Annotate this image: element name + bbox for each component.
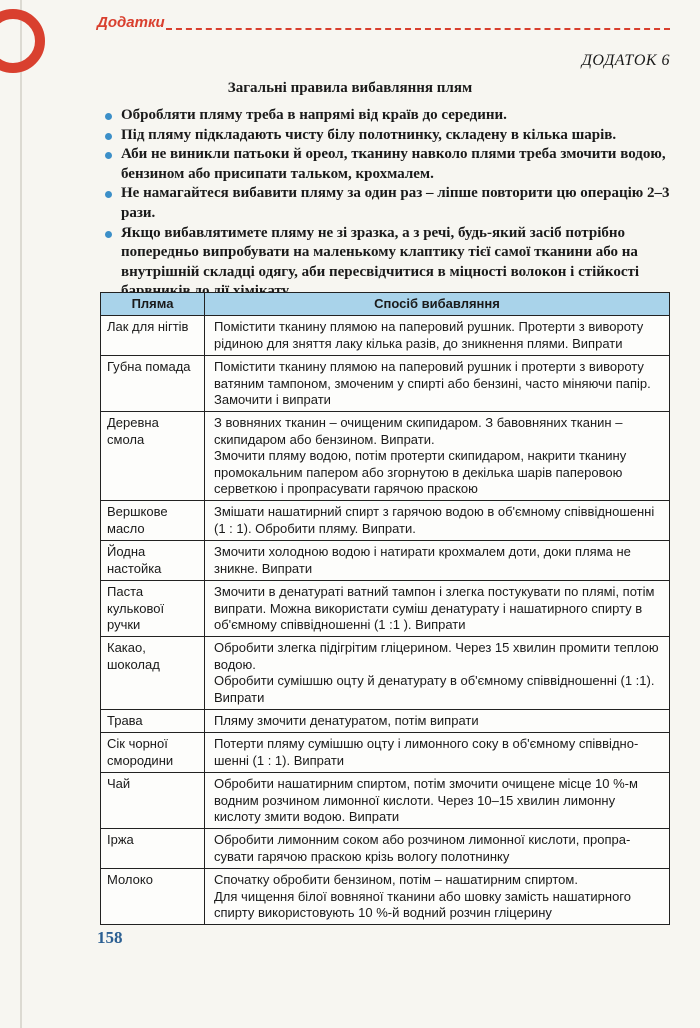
bullet-icon	[105, 113, 112, 120]
page-edge	[20, 0, 22, 1028]
removal-method-cell: Помістити тканину плямою на паперовий рушник. Протерти з вивороту рідиною для зняття лаку кілька разів, до зникнення плями. Випрати	[205, 316, 670, 356]
removal-method-cell: З вовняних тканин – очищеним скипидаром. З бавовняних тканин – скипидаром або бензином. Випрати. Змочити пляму водою, потім протерти скипидаром, накрити тканину промокальним папером або згорнутою в декілька шарів паперовою серветкою і пропрасувати гарячою праскою	[205, 412, 670, 501]
table-row	[101, 356, 670, 412]
stain-name-cell: Іржа	[101, 829, 205, 869]
table-row	[101, 412, 670, 501]
stain-name-cell: Вершкове масло	[101, 501, 205, 541]
bullet-icon	[105, 231, 112, 238]
table-body	[101, 316, 670, 925]
stain-name-cell: Губна помада	[101, 356, 205, 412]
stain-removal-table	[100, 292, 670, 925]
column-header-method: Спосіб вибавляння	[205, 293, 670, 316]
removal-method-cell: Обробити нашатирним спиртом, потім змочити очищене місце 10 %-м водним розчином лимонної кислоти. Через 10–15 хвилин лимонну кислоту змити водою. Випрати	[205, 773, 670, 829]
rule-text: Якщо вибавлятимете пляму не зі зразка, а з речі, будь-який засіб потрібно попередньо випробувати на маленькому клаптику тієї самої тканини або на внутрішній складці одягу, аби пересвідчитися в міцності волокон і стійкості	[121, 224, 640, 280]
stain-name-cell: Молоко	[101, 869, 205, 925]
stain-name-cell: Йодна настойка	[101, 541, 205, 581]
column-header-stain: Пляма	[101, 293, 205, 316]
removal-method-cell: Спочатку обробити бензином, потім – нашатирним спиртом. Для чищення білої вовняної тканини або шовку замість нашатирного спирту використовують 10 %-й водний розчин гліцерину	[205, 869, 670, 925]
table-row	[101, 501, 670, 541]
removal-method-cell: Потерти пляму сумішшю оцту і лимонного соку в об'ємному співвідношенні (1 : 1). Випрати	[205, 733, 670, 773]
stain-name-cell: Какао, шоколад	[101, 637, 205, 710]
table-row	[101, 773, 670, 829]
table-row	[101, 869, 670, 925]
rule-text: Аби не виникли патьоки й ореол, тканину навколо плями треба змочити водою, бензином або присипати тальком, крохмалем.	[121, 146, 666, 182]
header-divider	[166, 28, 670, 30]
stain-name-cell: Чай	[101, 773, 205, 829]
section-logo-icon	[0, 6, 48, 76]
rule-text: Не намагайтеся вибавити пляму за один раз – ліпше повторити цю операцію 2–3 рази.	[121, 185, 670, 221]
stain-name-cell: Деревна смола	[101, 412, 205, 501]
appendix-label: ДОДАТОК 6	[581, 52, 670, 69]
removal-method-cell: Змішати нашатирний спирт з гарячою водою в об'ємному співвідношенні (1 : 1). Обробити пляму. Випрати.	[205, 501, 670, 541]
table-row	[101, 829, 670, 869]
stain-name-cell: Трава	[101, 709, 205, 732]
table-row	[101, 541, 670, 581]
page-title: Загальні правила вибавляння плям	[227, 80, 473, 96]
list-item	[103, 126, 675, 146]
removal-method-cell: Змочити холодною водою і натирати крохмалем доти, доки пляма не зникне. Випрати	[205, 541, 670, 581]
list-item	[103, 184, 675, 223]
table-row	[101, 637, 670, 710]
list-item	[103, 145, 675, 184]
removal-method-cell: Помістити тканину плямою на паперовий рушник і протерти з вивороту ватяним тампоном, змоченим у спирті або бензині, часто міняючи папір. Замочити і випрати	[205, 356, 670, 412]
list-item	[103, 106, 675, 126]
list-item	[103, 224, 675, 302]
bullet-icon	[105, 133, 112, 140]
table-row	[101, 581, 670, 637]
removal-method-cell: Змочити в денатураті ватний тампон і злегка постукувати по плямі, потім випрати. Можна використати суміш денатурату і нашатирного спирту в об'ємному співвідношенні (1 :1 ). Випрати	[205, 581, 670, 637]
rule-text: Обробляти пляму треба в напрямі від країв до середини.	[121, 107, 507, 123]
section-label: Додатки	[97, 14, 165, 31]
table-row	[101, 709, 670, 732]
removal-method-cell: Обробити лимонним соком або розчином лимонної кислоти, пропрасувати гарячою праскою крізь вологу полотнинку	[205, 829, 670, 869]
stain-name-cell: Паста кулькової ручки	[101, 581, 205, 637]
bullet-icon	[105, 191, 112, 198]
stain-name-cell: Сік чорної смородини	[101, 733, 205, 773]
table-header-row	[101, 293, 670, 316]
rule-text: Під пляму підкладають чисту білу полотнинку, складену в кілька шарів.	[121, 126, 617, 143]
page-number: 158	[97, 928, 123, 947]
bullet-icon	[105, 152, 112, 159]
table-row	[101, 316, 670, 356]
stain-name-cell: Лак для нігтів	[101, 316, 205, 356]
rules-list	[103, 106, 675, 302]
removal-method-cell: Пляму змочити денатуратом, потім випрати	[205, 709, 670, 732]
table-row	[101, 733, 670, 773]
removal-method-cell: Обробити злегка підігрітим гліцерином. Через 15 хвилин промити теплою водою. Обробити сумішшю оцту й денатурату в об'ємному співвідношенні (1 :1). Випрати	[205, 637, 670, 710]
